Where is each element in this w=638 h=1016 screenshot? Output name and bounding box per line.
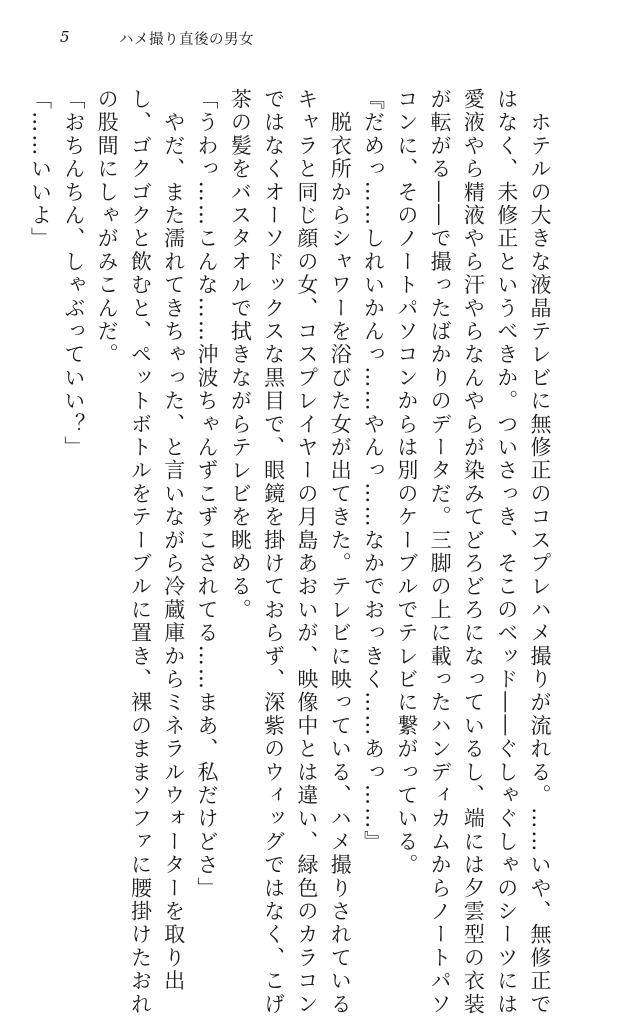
text-line: 愛液やら精液やら汗やらなんやらが染みてどろどろになっているし、端には夕雲型の衣装 xyxy=(461,88,486,1016)
text-line: 脱衣所からシャワーを浴びた女が出てきた。テレビに映っている、ハメ撮りされている xyxy=(328,88,353,1016)
text-line: ではなくオーソドックスな黒目で、眼鏡を掛けておらず、深紫のウィッグではなく、こげ xyxy=(261,88,286,1016)
page-header xyxy=(0,28,638,52)
text-line: 「……いいよ」 xyxy=(28,88,53,251)
text-line: やだ、また濡れてきちゃった、と言いながら冷蔵庫からミネラルウォーターを取り出 xyxy=(161,88,186,993)
text-line: コンに、そのノートパソコンからは別のケーブルでテレビに繋がっている。 xyxy=(394,88,419,877)
text-line: し、ゴクゴクと飲むと、ペットボトルをテーブルに置き、裸のままソファに腰掛けたおれ xyxy=(128,88,153,1016)
text-line: はなく、未修正というべきか。ついさっき、そこのベッド――ぐしゃぐしゃのシーツには xyxy=(494,88,519,1016)
page-number: 5 xyxy=(60,28,70,46)
text-line: 茶の髪をバスタオルで拭きながらテレビを眺める。 xyxy=(228,88,253,622)
text-line: 「おちんちん、しゃぶっていい？」 xyxy=(61,88,86,460)
text-line: 『だめっ……しれいかんっ……やんっ……なかでおっきく……あっ……』 xyxy=(361,88,386,854)
vertical-body-text xyxy=(23,88,556,1016)
text-line: の股間にしゃがみこんだ。 xyxy=(95,88,120,367)
text-line: が転がる――で撮ったばかりのデータだ。三脚の上に載ったハンディカムからノートパソ xyxy=(428,88,453,1016)
text-line: 「うわっ……こんな……沖波ちゃんずこずこされてる……まあ、私だけどさ」 xyxy=(195,88,220,900)
text-line: ホテルの大きな液晶テレビに無修正のコスプレハメ撮りが流れる。……いや、無修正で xyxy=(528,88,552,1016)
text-line: キャラと同じ顔の女、コスプレイヤーの月島あおいが、映像中とは違い、緑色のカラコン xyxy=(294,88,319,1016)
running-title: ハメ撮り直後の男女 xyxy=(119,32,254,48)
